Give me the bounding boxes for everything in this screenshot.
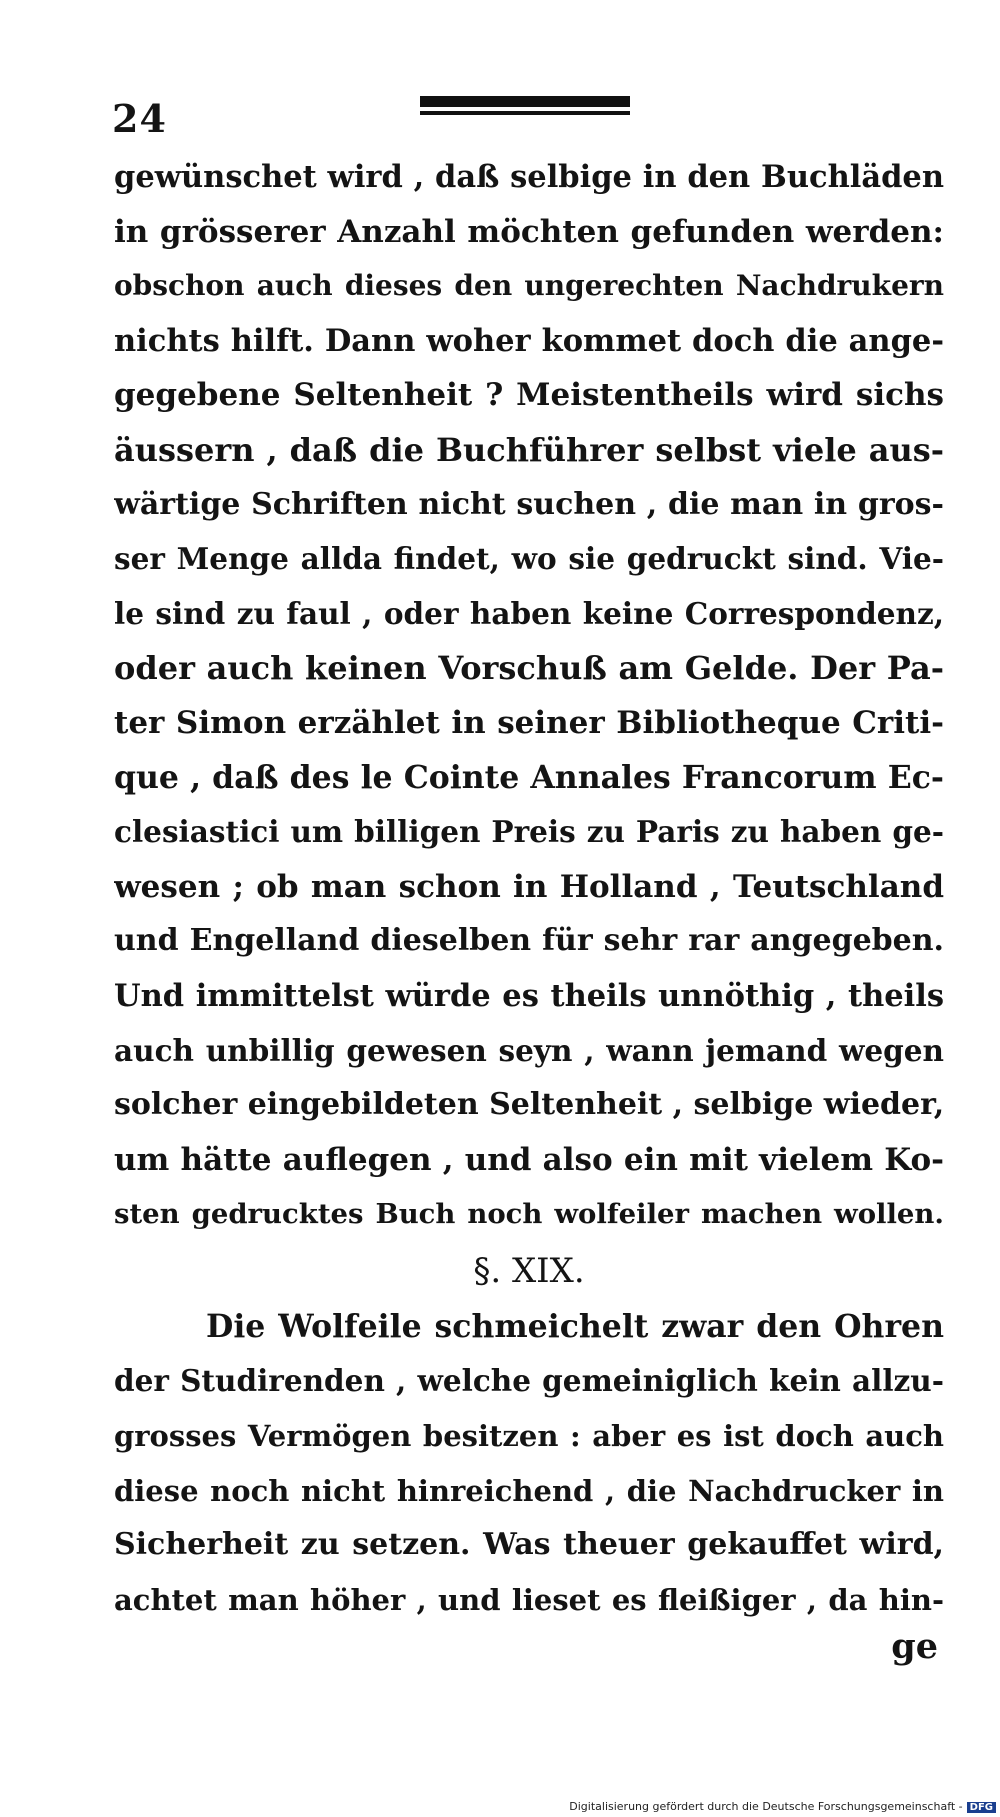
text-line: äussern , daß die Buchführer selbst viele aus- [114, 430, 944, 469]
text-line: Sicherheit zu setzen. Was theuer gekauffet wird, [114, 1527, 944, 1563]
digitization-credit [569, 1800, 996, 1813]
text-line: gewünschet wird , daß selbige in den Buchläden [114, 159, 944, 195]
page-number: 24 [112, 96, 167, 141]
text-line: auch unbillig gewesen seyn , wann jemand wegen [114, 1032, 944, 1068]
text-line: Die Wolfeile schmeichelt zwar den Ohren [206, 1307, 944, 1345]
header-rule [420, 96, 630, 118]
text-line: diese noch nicht hinreichend , die Nachdrucker in [114, 1473, 944, 1508]
header-rule-thick [420, 96, 630, 107]
text-line: ser Menge allda findet, wo sie gedruckt sind. Vie- [114, 541, 944, 577]
text-line: um hätte auflegen , und also ein mit vielem Ko- [114, 1141, 944, 1178]
text-line: nichts hilft. Dann woher kommet doch die ange- [114, 322, 944, 359]
text-line: clesiastici um billigen Preis zu Paris zu haben ge- [114, 814, 944, 850]
text-line: der Studirenden , welche gemeiniglich kein allzu- [114, 1363, 944, 1399]
text-line: solcher eingebildeten Seltenheit , selbige wieder, [114, 1087, 944, 1123]
body-text [114, 150, 944, 1627]
text-line: achtet man höher , und lieset es fleißiger , da hin- [114, 1582, 944, 1617]
text-line: sten gedrucktes Buch noch wolfeiler machen wollen. [114, 1198, 944, 1231]
dfg-logo: DFG [967, 1802, 996, 1813]
text-line: wesen ; ob man schon in Holland , Teutschland [114, 868, 944, 905]
text-line: oder auch keinen Vorschuß am Gelde. Der Pa- [114, 649, 944, 688]
credit-text: Digitalisierung gefördert durch die Deutsche Forschungsgemeinschaft - [569, 1800, 963, 1813]
text-line: Und immittelst würde es theils unnöthig , theils [114, 977, 944, 1014]
text-line: gegebene Seltenheit ? Meistentheils wird sichs [114, 377, 944, 414]
text-line: ter Simon erzählet in seiner Bibliotheque Criti- [114, 704, 944, 741]
text-line: grosses Vermögen besitzen : aber es ist doch auch [114, 1419, 944, 1454]
catchword: ge [891, 1626, 938, 1667]
text-line: in grösserer Anzahl möchten gefunden werden: [114, 213, 944, 250]
header-rule-thin [420, 111, 630, 115]
text-line: que , daß des le Cointe Annales Francorum Ec- [114, 758, 944, 796]
text-line: obschon auch dieses den ungerechten Nachdrukern [114, 269, 944, 303]
text-line: und Engelland dieselben für sehr rar angegeben. [114, 923, 944, 959]
section-heading: §. XIX. [473, 1250, 585, 1291]
text-line: le sind zu faul , oder haben keine Correspondenz, [114, 595, 944, 631]
text-line: wärtige Schriften nicht suchen , die man in gros- [114, 486, 944, 522]
